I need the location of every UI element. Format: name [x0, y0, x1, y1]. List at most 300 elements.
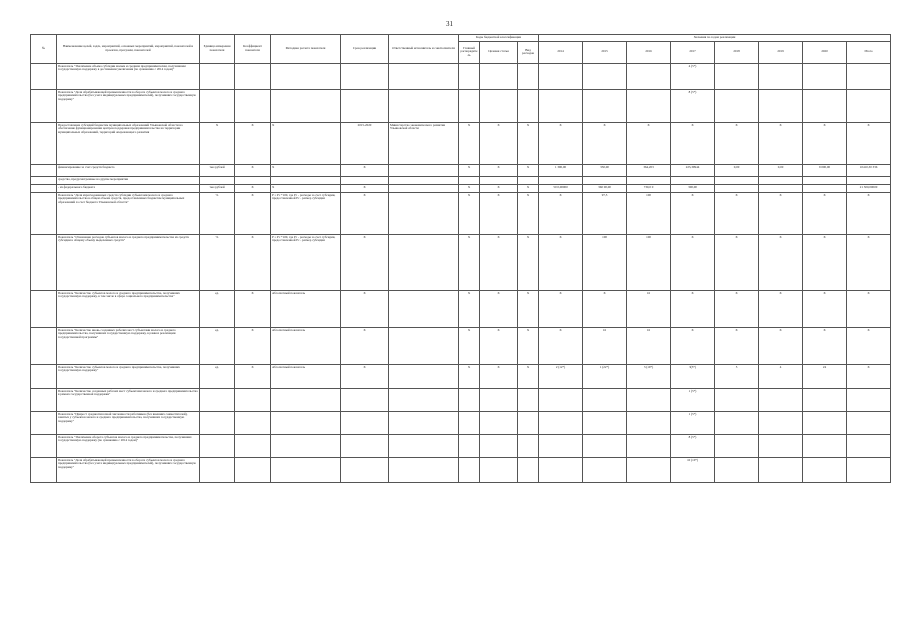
header-period: Срок реализации: [341, 35, 389, 64]
row-period-cell: [341, 388, 389, 411]
row-total-cell: X: [847, 234, 891, 290]
header-unit: Единица измерения показателя: [200, 35, 235, 64]
row-year-value-cell: [715, 457, 759, 482]
row-year-value-cell: 100: [627, 234, 671, 290]
row-algorithm-cell: [271, 434, 341, 457]
row-year-value-cell: 24: [803, 364, 847, 388]
row-program-cell: X: [480, 122, 518, 164]
row-num-cell: [31, 411, 57, 434]
row-period-cell: X: [341, 192, 389, 234]
row-method-cell: [235, 388, 271, 411]
row-name-cell: средства, предусмотренные на другие мероприятия: [57, 176, 200, 184]
row-year-value-cell: 730,0 0: [627, 184, 671, 192]
row-year-value-cell: 4: [759, 364, 803, 388]
table-row: [31, 434, 891, 457]
row-year-value-cell: [715, 434, 759, 457]
table-row: [31, 164, 891, 176]
row-year-value-cell: [803, 434, 847, 457]
row-total-cell: X: [847, 327, 891, 364]
row-vr-cell: [518, 89, 539, 122]
row-algorithm-cell: Абсолютный показатель: [271, 364, 341, 388]
row-vr-cell: [518, 434, 539, 457]
header-name: Наименование целей, задач, мероприятий, основных мероприятий, мероприятий, показателей и проектов, программ, показателей: [57, 35, 200, 64]
row-method-cell: [235, 176, 271, 184]
row-year-value-cell: 1 390,00: [539, 164, 583, 176]
row-responsible-cell: [389, 388, 459, 411]
row-program-cell: X: [480, 184, 518, 192]
row-period-cell: X: [341, 184, 389, 192]
row-year-value-cell: 1 (22*): [583, 364, 627, 388]
row-year-value-cell: 16: [627, 290, 671, 327]
row-year-value-cell: [627, 176, 671, 184]
row-year-value-cell: [803, 176, 847, 184]
row-name-cell: Показатель "Увеличение оборота субъектов малого и среднего предпринимательства, получивших государственную поддержку (по сравнению с 2014 годом)": [57, 434, 200, 457]
row-total-cell: [847, 434, 891, 457]
row-period-cell: X: [341, 164, 389, 176]
row-method-cell: X: [235, 290, 271, 327]
row-period-cell: X: [341, 290, 389, 327]
table-row: [31, 192, 891, 234]
row-year-value-cell: [539, 176, 583, 184]
row-unit-cell: ед.: [200, 327, 235, 364]
row-responsible-cell: Министерство экономического развития Ульяновской области: [389, 122, 459, 164]
row-year-value-cell: 97,5: [583, 192, 627, 234]
row-year-value-cell: [759, 89, 803, 122]
row-year-value-cell: 4 (5*): [671, 63, 715, 89]
row-grbs-cell: [459, 434, 480, 457]
row-year-value-cell: 3(5*): [671, 364, 715, 388]
row-period-cell: [341, 411, 389, 434]
row-vr-cell: X: [518, 164, 539, 176]
row-method-cell: X: [235, 364, 271, 388]
row-unit-cell: %: [200, 234, 235, 290]
row-program-cell: [480, 388, 518, 411]
header-year: 2016: [627, 41, 671, 63]
row-total-cell: [847, 411, 891, 434]
row-vr-cell: X: [518, 290, 539, 327]
row-year-value-cell: [583, 176, 627, 184]
table-row: [31, 63, 891, 89]
row-num-cell: [31, 184, 57, 192]
row-grbs-cell: X: [459, 290, 480, 327]
row-year-value-cell: X: [583, 290, 627, 327]
row-unit-cell: X: [200, 122, 235, 164]
row-year-value-cell: [715, 63, 759, 89]
row-unit-cell: [200, 89, 235, 122]
row-year-value-cell: [803, 63, 847, 89]
row-unit-cell: ед.: [200, 290, 235, 327]
row-year-value-cell: X: [671, 122, 715, 164]
row-grbs-cell: X: [459, 164, 480, 176]
row-period-cell: [341, 176, 389, 184]
row-vr-cell: X: [518, 184, 539, 192]
row-name-cell: Предоставление субсидий бюджетам муниципальных образований Ульяновской области на обеспечение функционирования центров поддержки предпринимательства на территории муниципальных образований, территорий опережающего развития: [57, 122, 200, 164]
row-unit-cell: тыс.рублей: [200, 184, 235, 192]
row-period-cell: [341, 63, 389, 89]
row-method-cell: [235, 457, 271, 482]
row-year-value-cell: [715, 176, 759, 184]
row-year-value-cell: X: [671, 327, 715, 364]
row-unit-cell: [200, 176, 235, 184]
row-algorithm-cell: X: [271, 164, 341, 176]
header-values-group: Значения по годам реализации: [539, 35, 891, 42]
row-unit-cell: [200, 434, 235, 457]
row-algorithm-cell: X: [271, 122, 341, 164]
row-year-value-cell: [583, 89, 627, 122]
header-grbs: Главный распорядитель: [459, 41, 480, 63]
row-year-value-cell: X: [627, 122, 671, 164]
row-year-value-cell: [715, 388, 759, 411]
row-program-cell: [480, 457, 518, 482]
header-total: Итого: [847, 41, 891, 63]
row-num-cell: [31, 388, 57, 411]
row-year-value-cell: X: [671, 192, 715, 234]
row-year-value-cell: 360 00,00: [583, 184, 627, 192]
header-program: Целевая статья: [480, 41, 518, 63]
table-row: [31, 89, 891, 122]
row-vr-cell: X: [518, 327, 539, 364]
row-method-cell: [235, 411, 271, 434]
row-method-cell: [235, 63, 271, 89]
row-unit-cell: [200, 411, 235, 434]
row-year-value-cell: [539, 89, 583, 122]
row-unit-cell: [200, 457, 235, 482]
row-year-value-cell: X: [671, 234, 715, 290]
row-year-value-cell: X: [759, 290, 803, 327]
row-responsible-cell: [389, 192, 459, 234]
row-responsible-cell: [389, 63, 459, 89]
row-program-cell: X: [480, 364, 518, 388]
row-vr-cell: X: [518, 122, 539, 164]
row-year-value-cell: [759, 388, 803, 411]
row-num-cell: [31, 434, 57, 457]
row-vr-cell: [518, 457, 539, 482]
row-name-cell: Показатель "Увеличение объема субсидии малым и средним предпринимателям, получившим государственную поддержку в достижении увеличения (по сравнению с 2014 годом)": [57, 63, 200, 89]
row-year-value-cell: [539, 63, 583, 89]
row-algorithm-cell: P = Pc *100, где Pc - расходы за счет субсидии, предоставленной Pc - размер субсидии: [271, 234, 341, 290]
row-year-value-cell: X: [715, 327, 759, 364]
row-total-cell: 10410,30 336: [847, 164, 891, 176]
row-year-value-cell: X: [715, 122, 759, 164]
row-program-cell: [480, 434, 518, 457]
row-responsible-cell: [389, 364, 459, 388]
row-program-cell: [480, 176, 518, 184]
header-year: 2018: [715, 41, 759, 63]
row-vr-cell: [518, 388, 539, 411]
row-program-cell: [480, 89, 518, 122]
row-year-value-cell: X: [539, 192, 583, 234]
row-year-value-cell: [715, 184, 759, 192]
row-grbs-cell: X: [459, 234, 480, 290]
row-responsible-cell: [389, 89, 459, 122]
row-name-cell: Показатель "Количество субъектов малого и среднего предпринимательства, получивших государственную поддержку, в том числе в сфере социального предпринимательства": [57, 290, 200, 327]
row-year-value-cell: [583, 63, 627, 89]
table-row: [31, 234, 891, 290]
row-year-value-cell: [759, 63, 803, 89]
row-year-value-cell: X: [539, 290, 583, 327]
row-num-cell: [31, 63, 57, 89]
row-year-value-cell: [803, 184, 847, 192]
row-year-value-cell: [539, 434, 583, 457]
row-year-value-cell: 8 (5*): [671, 434, 715, 457]
row-program-cell: X: [480, 327, 518, 364]
row-year-value-cell: [759, 457, 803, 482]
row-year-value-cell: 100: [627, 192, 671, 234]
row-name-cell: Показатель "Количество вновь созданных рабочих мест субъектами малого и среднего предпринимательства, получивших государственную поддержку, в рамках реализации государственной программы": [57, 327, 200, 364]
row-unit-cell: [200, 63, 235, 89]
row-year-value-cell: X: [715, 290, 759, 327]
row-algorithm-cell: [271, 411, 341, 434]
row-name-cell: Показатель "Количество субъектов малого и среднего предпринимательства, получивших государственную поддержку": [57, 364, 200, 388]
row-method-cell: [235, 89, 271, 122]
header-year: 2017: [671, 41, 715, 63]
row-year-value-cell: [715, 89, 759, 122]
row-num-cell: [31, 457, 57, 482]
row-grbs-cell: [459, 89, 480, 122]
row-unit-cell: %: [200, 192, 235, 234]
page-number: 31: [446, 20, 453, 28]
row-method-cell: X: [235, 184, 271, 192]
row-program-cell: X: [480, 290, 518, 327]
row-period-cell: X: [341, 234, 389, 290]
row-algorithm-cell: Абсолютный показатель: [271, 327, 341, 364]
row-total-cell: X: [847, 192, 891, 234]
row-year-value-cell: 364,203: [627, 164, 671, 176]
header-responsible: Ответственный исполнитель и соисполнители: [389, 35, 459, 64]
row-algorithm-cell: Абсолютный показатель: [271, 290, 341, 327]
row-year-value-cell: X: [759, 327, 803, 364]
table-row: [31, 122, 891, 164]
row-grbs-cell: X: [459, 192, 480, 234]
row-year-value-cell: [539, 388, 583, 411]
header-num: №: [31, 35, 57, 64]
row-grbs-cell: [459, 388, 480, 411]
table-row: [31, 411, 891, 434]
row-year-value-cell: 330,00: [583, 164, 627, 176]
row-vr-cell: X: [518, 192, 539, 234]
row-year-value-cell: [671, 176, 715, 184]
row-unit-cell: ед.: [200, 364, 235, 388]
row-name-cell: - из федерального бюджета: [57, 184, 200, 192]
row-name-cell: Показатель "Доля израсходованных средств субсидии субъектами малого и среднего предпринимательства в общем объеме средств, предоставленных бюджетам муниципальных образований за счет бюджета Ульяновской области": [57, 192, 200, 234]
row-unit-cell: [200, 388, 235, 411]
row-year-value-cell: [803, 388, 847, 411]
row-year-value-cell: [759, 176, 803, 184]
row-total-cell: [847, 89, 891, 122]
row-method-cell: X: [235, 192, 271, 234]
row-year-value-cell: X: [539, 122, 583, 164]
row-period-cell: X: [341, 364, 389, 388]
row-method-cell: X: [235, 164, 271, 176]
row-algorithm-cell: [271, 89, 341, 122]
row-grbs-cell: [459, 176, 480, 184]
row-year-value-cell: [759, 184, 803, 192]
header-algorithm: Методика расчета показателя: [271, 35, 341, 64]
row-num-cell: [31, 122, 57, 164]
row-year-value-cell: X: [803, 234, 847, 290]
row-year-value-cell: 8 (5*): [671, 89, 715, 122]
row-year-value-cell: [583, 457, 627, 482]
row-year-value-cell: X: [803, 122, 847, 164]
row-year-value-cell: X: [759, 234, 803, 290]
row-name-cell: Показатель "Доля обрабатывающей промышленности в обороте субъектов малого и среднего предпринимательства (без учета индивидуальных предпринимателей), получивших государственную поддержку": [57, 457, 200, 482]
row-grbs-cell: X: [459, 122, 480, 164]
row-year-value-cell: [627, 63, 671, 89]
row-year-value-cell: 50 0,00000: [539, 184, 583, 192]
row-year-value-cell: [627, 388, 671, 411]
row-grbs-cell: X: [459, 184, 480, 192]
row-period-cell: 2015-2020: [341, 122, 389, 164]
header-vr: Вид расходов: [518, 41, 539, 63]
header-year: 2020: [803, 41, 847, 63]
row-period-cell: [341, 89, 389, 122]
row-algorithm-cell: [271, 63, 341, 89]
row-responsible-cell: [389, 327, 459, 364]
row-name-cell: Показатель "Отношение расходов субъектов малого и среднего предпринимательства из средств субсидии к общему объему выделенных средств": [57, 234, 200, 290]
row-name-cell: Показатель "Количество созданных рабочих мест субъектами малого и среднего предпринимательства в рамках государственной поддержки": [57, 388, 200, 411]
row-vr-cell: [518, 411, 539, 434]
row-total-cell: [847, 457, 891, 482]
header-budget-group: Коды бюджетной классификации: [459, 35, 539, 42]
row-year-value-cell: 100: [583, 234, 627, 290]
row-year-value-cell: [803, 89, 847, 122]
row-program-cell: X: [480, 164, 518, 176]
row-grbs-cell: X: [459, 364, 480, 388]
row-method-cell: [235, 434, 271, 457]
row-year-value-cell: [627, 89, 671, 122]
row-program-cell: X: [480, 234, 518, 290]
row-algorithm-cell: P = Pc *100, где Pc - расходы за счет субсидии, предоставленной Pc - размер субсидии: [271, 192, 341, 234]
row-responsible-cell: [389, 164, 459, 176]
table-row: [31, 176, 891, 184]
row-year-value-cell: X: [715, 234, 759, 290]
row-responsible-cell: [389, 234, 459, 290]
row-num-cell: [31, 89, 57, 122]
row-year-value-cell: X: [715, 192, 759, 234]
row-num-cell: [31, 176, 57, 184]
row-year-value-cell: [627, 411, 671, 434]
row-grbs-cell: [459, 457, 480, 482]
row-program-cell: X: [480, 192, 518, 234]
row-responsible-cell: [389, 184, 459, 192]
row-program-cell: [480, 63, 518, 89]
row-responsible-cell: [389, 290, 459, 327]
row-total-cell: 21 300,00000: [847, 184, 891, 192]
row-period-cell: X: [341, 327, 389, 364]
row-num-cell: [31, 164, 57, 176]
row-responsible-cell: [389, 411, 459, 434]
row-method-cell: X: [235, 327, 271, 364]
row-year-value-cell: [583, 388, 627, 411]
row-year-value-cell: X: [803, 290, 847, 327]
row-year-value-cell: 223,39944: [671, 164, 715, 176]
document-table: [30, 34, 891, 483]
row-program-cell: [480, 411, 518, 434]
row-grbs-cell: [459, 411, 480, 434]
header-method: Коэффициент показателя: [235, 35, 271, 64]
row-responsible-cell: [389, 457, 459, 482]
row-total-cell: X: [847, 290, 891, 327]
row-period-cell: [341, 434, 389, 457]
header-year: 2019: [759, 41, 803, 63]
row-year-value-cell: 10 (10*): [671, 457, 715, 482]
row-unit-cell: тыс.рублей: [200, 164, 235, 176]
row-year-value-cell: 1 (5*): [671, 388, 715, 411]
row-year-value-cell: [715, 411, 759, 434]
row-algorithm-cell: [271, 457, 341, 482]
table-row: [31, 388, 891, 411]
table-row: [31, 184, 891, 192]
table-row: [31, 327, 891, 364]
row-responsible-cell: [389, 176, 459, 184]
row-year-value-cell: [759, 411, 803, 434]
row-name-cell: финансирование за счет средств бюджета: [57, 164, 200, 176]
table-row: [31, 364, 891, 388]
row-year-value-cell: [759, 434, 803, 457]
header-year: 2014: [539, 41, 583, 63]
row-num-cell: [31, 290, 57, 327]
row-year-value-cell: [583, 411, 627, 434]
table-row: [31, 457, 891, 482]
row-year-value-cell: X: [803, 327, 847, 364]
table-row: [31, 290, 891, 327]
row-year-value-cell: [627, 434, 671, 457]
row-year-value-cell: X: [759, 122, 803, 164]
row-vr-cell: X: [518, 234, 539, 290]
row-algorithm-cell: X: [271, 184, 341, 192]
row-year-value-cell: 16: [583, 327, 627, 364]
row-year-value-cell: [583, 434, 627, 457]
row-year-value-cell: [539, 457, 583, 482]
row-year-value-cell: [803, 411, 847, 434]
row-responsible-cell: [389, 434, 459, 457]
row-num-cell: [31, 234, 57, 290]
row-year-value-cell: [803, 457, 847, 482]
row-vr-cell: [518, 176, 539, 184]
row-grbs-cell: [459, 63, 480, 89]
row-year-value-cell: 300,00: [671, 184, 715, 192]
row-method-cell: X: [235, 122, 271, 164]
row-year-value-cell: X: [759, 192, 803, 234]
row-year-value-cell: 9 000,00: [803, 164, 847, 176]
row-period-cell: [341, 457, 389, 482]
row-year-value-cell: X: [539, 327, 583, 364]
row-name-cell: Показатель "Прирост среднесписочной численности работников (без внешних совместителей), занятых у субъектов малого и среднего предпринимательства, получивших государственную поддержку": [57, 411, 200, 434]
header-year: 2015: [583, 41, 627, 63]
row-vr-cell: [518, 63, 539, 89]
row-algorithm-cell: [271, 176, 341, 184]
row-year-value-cell: 5: [715, 364, 759, 388]
row-total-cell: [847, 388, 891, 411]
row-grbs-cell: X: [459, 327, 480, 364]
row-total-cell: [847, 176, 891, 184]
row-year-value-cell: 0,00: [759, 164, 803, 176]
row-name-cell: Показатель "Доля обрабатывающей промышленности в обороте субъектов малого и среднего предпринимательства (без учета индивидуальных предпринимателей), получивших государственную поддержку": [57, 89, 200, 122]
row-num-cell: [31, 192, 57, 234]
row-algorithm-cell: [271, 388, 341, 411]
row-method-cell: X: [235, 234, 271, 290]
row-total-cell: X: [847, 364, 891, 388]
row-year-value-cell: X: [583, 122, 627, 164]
row-num-cell: [31, 364, 57, 388]
row-year-value-cell: [539, 411, 583, 434]
row-year-value-cell: X: [539, 234, 583, 290]
row-year-value-cell: 3 (19*): [627, 364, 671, 388]
row-vr-cell: X: [518, 364, 539, 388]
row-year-value-cell: 0,00: [715, 164, 759, 176]
row-year-value-cell: X: [803, 192, 847, 234]
row-num-cell: [31, 327, 57, 364]
